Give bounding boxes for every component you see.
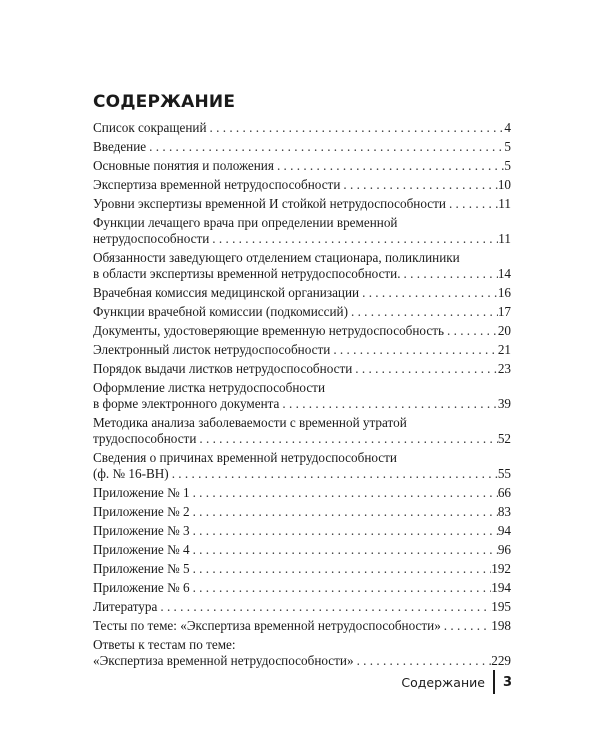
dot-leader	[196, 431, 497, 447]
dot-leader	[274, 158, 504, 174]
toc-entry	[93, 361, 511, 377]
dot-leader	[401, 266, 498, 282]
toc-entry	[93, 196, 511, 212]
toc-entry-text: нетрудоспособности	[93, 231, 210, 246]
toc-entry	[93, 450, 511, 482]
toc-entry	[93, 304, 511, 320]
toc-entry	[93, 580, 511, 596]
toc-entry	[93, 342, 511, 358]
toc-page-number: 4	[504, 120, 511, 135]
table-of-contents	[93, 120, 511, 672]
toc-entry-text: Основные понятия и положения	[93, 158, 274, 173]
dot-leader	[146, 139, 504, 155]
dot-leader	[348, 304, 498, 320]
toc-entry	[93, 158, 511, 174]
toc-entry-text: Функции врачебной комиссии (подкомиссий)	[93, 304, 348, 319]
toc-page-number: 52	[497, 431, 511, 446]
toc-entry	[93, 504, 511, 520]
toc-entry	[93, 599, 511, 615]
toc-page-number: 83	[497, 504, 511, 519]
toc-entry-text: Приложение № 2	[93, 504, 190, 519]
toc-page-number: 195	[491, 599, 511, 614]
footer-section-label: Содержание	[401, 674, 485, 690]
toc-entry	[93, 139, 511, 155]
toc-entry	[93, 177, 511, 193]
dot-leader	[190, 561, 492, 577]
toc-page-number: 192	[491, 561, 511, 576]
toc-entry-text: Оформление листка нетрудоспособности	[93, 380, 326, 395]
dot-leader	[279, 396, 497, 412]
toc-entry	[93, 415, 511, 447]
toc-page-number: 96	[497, 542, 511, 557]
page-number: 3	[502, 674, 512, 690]
dot-leader	[169, 466, 498, 482]
toc-page-number: 198	[491, 618, 511, 633]
toc-entry	[93, 250, 511, 282]
toc-entry-text: Ответы к тестам по теме:	[93, 637, 236, 652]
toc-entry-text: Функции лечащего врача при определении временной	[93, 215, 398, 230]
toc-entry-text: Приложение № 5	[93, 561, 190, 576]
toc-entry	[93, 120, 511, 136]
toc-entry-text: Обязанности заведующего отделением стационара, поликлиники	[93, 250, 460, 265]
toc-page-number: 66	[497, 485, 511, 500]
toc-entry-text: Методика анализа заболеваемости с временной утратой	[93, 415, 407, 430]
page-footer	[401, 670, 512, 694]
dot-leader	[330, 342, 498, 358]
toc-page-number: 11	[498, 231, 511, 246]
toc-entry-text: Приложение № 4	[93, 542, 190, 557]
toc-page-number: 194	[491, 580, 511, 595]
dot-leader	[340, 177, 497, 193]
toc-entry-text: Приложение № 3	[93, 523, 190, 538]
toc-entry-text: Литература	[93, 599, 158, 614]
dot-leader	[441, 618, 491, 634]
toc-page-number: 21	[497, 342, 511, 357]
toc-entry	[93, 618, 511, 634]
toc-entry-text: «Экспертиза временной нетрудоспособности»	[93, 653, 354, 668]
toc-page-number: 23	[497, 361, 511, 376]
toc-page-number: 55	[497, 466, 511, 481]
toc-entry-text: Приложение № 1	[93, 485, 190, 500]
toc-entry-text: Сведения о причинах временной нетрудоспособности	[93, 450, 397, 465]
dot-leader	[157, 599, 491, 615]
toc-entry-text: Электронный листок нетрудоспособности	[93, 342, 331, 357]
toc-entry-text: в форме электронного документа	[93, 396, 280, 411]
dot-leader	[190, 504, 498, 520]
dot-leader	[446, 196, 498, 212]
toc-page-number: 5	[504, 158, 511, 173]
toc-page-number: 94	[497, 523, 511, 538]
toc-page-number: 5	[504, 139, 511, 154]
toc-page-number: 229	[491, 653, 511, 668]
toc-entry	[93, 285, 511, 301]
toc-page-number: 14	[497, 266, 511, 281]
dot-leader	[190, 542, 498, 558]
toc-entry-text: (ф. № 16-ВН)	[93, 466, 169, 481]
toc-entry-text: трудоспособности	[93, 431, 197, 446]
toc-entry	[93, 637, 511, 669]
toc-entry	[93, 523, 511, 539]
toc-entry-text: Тесты по теме: «Экспертиза временной нетрудоспособности»	[93, 618, 441, 633]
toc-page-number: 39	[497, 396, 511, 411]
dot-leader	[207, 120, 505, 136]
footer-divider	[493, 670, 495, 694]
toc-page-number: 10	[497, 177, 511, 192]
toc-entry-text: в области экспертизы временной нетрудоспособности.	[93, 266, 401, 281]
toc-entry	[93, 561, 511, 577]
dot-leader	[352, 361, 498, 377]
toc-page-number: 17	[497, 304, 511, 319]
dot-leader	[209, 231, 498, 247]
dot-leader	[354, 653, 492, 669]
toc-entry-text: Документы, удостоверяющие временную нетрудоспособность	[93, 323, 444, 338]
toc-entry-text: Приложение № 6	[93, 580, 190, 595]
toc-entry-text: Введение	[93, 139, 147, 154]
toc-entry	[93, 542, 511, 558]
toc-page-number: 20	[497, 323, 511, 338]
toc-entry	[93, 323, 511, 339]
toc-page-number: 11	[498, 196, 511, 211]
toc-entry	[93, 380, 511, 412]
toc-entry	[93, 215, 511, 247]
dot-leader	[190, 580, 492, 596]
toc-entry-text: Врачебная комиссия медицинской организации	[93, 285, 360, 300]
toc-entry-text: Экспертиза временной нетрудоспособности	[93, 177, 341, 192]
dot-leader	[359, 285, 498, 301]
toc-entry	[93, 485, 511, 501]
toc-entry-text: Порядок выдачи листков нетрудоспособности	[93, 361, 353, 376]
toc-page-number: 16	[497, 285, 511, 300]
toc-title: СОДЕРЖАНИЕ	[93, 92, 236, 112]
toc-entry-text: Список сокращений	[93, 120, 207, 135]
dot-leader	[190, 485, 498, 501]
toc-entry-text: Уровни экспертизы временной И стойкой нетрудоспособности	[93, 196, 446, 211]
dot-leader	[444, 323, 498, 339]
dot-leader	[190, 523, 498, 539]
